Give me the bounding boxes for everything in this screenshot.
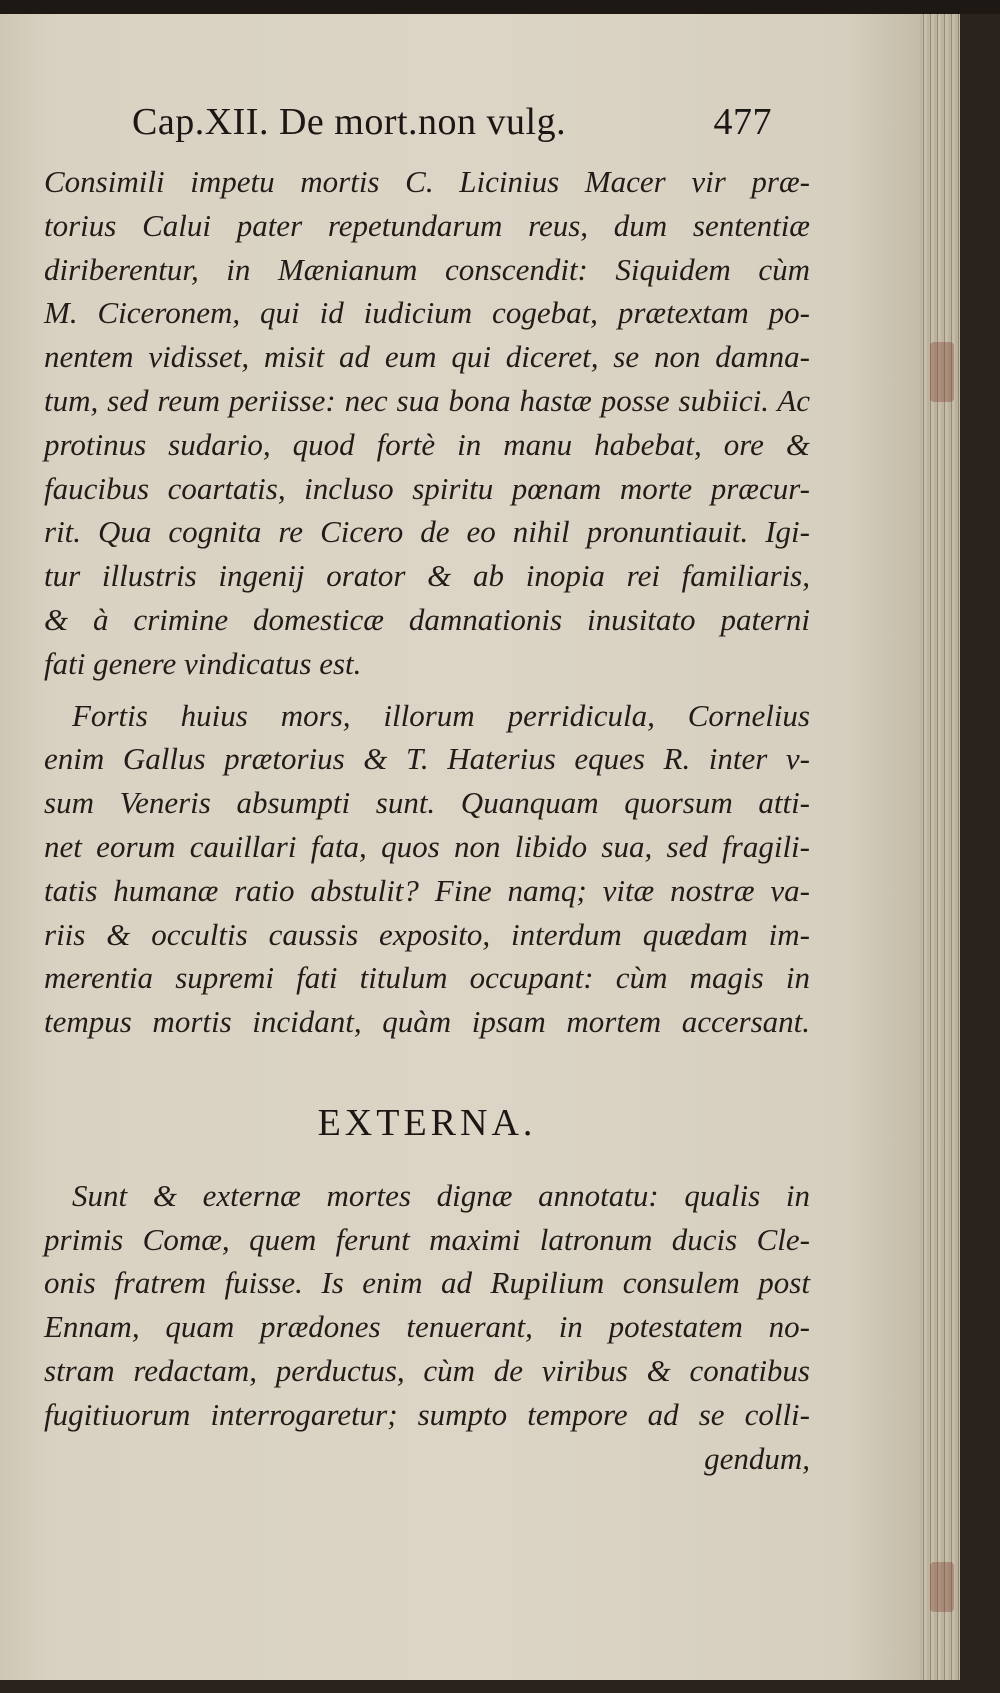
text-line: faucibus coartatis, incluso spiritu pœnam morte præcur-	[44, 470, 810, 506]
text-line: torius Calui pater repetundarum reus, dum sententiæ	[44, 207, 810, 243]
book-page	[0, 12, 960, 1680]
text-line: tatis humanæ ratio abstulit? Fine namq; vitæ nostræ va-	[44, 872, 810, 908]
section-heading: EXTERNA.	[317, 1101, 537, 1144]
text-line: sum Veneris absumpti sunt. Quanquam quorsum atti-	[44, 785, 810, 821]
text-line: fati genere vindicatus est.	[44, 645, 362, 681]
text-line: rit. Qua cognita re Cicero de eo nihil pronuntiauit. Igi-	[44, 514, 810, 550]
text-line: M. Ciceronem, qui id iudicium cogebat, prætextam po-	[44, 295, 810, 331]
text-line: nentem vidisset, misit ad eum qui diceret, se non damna-	[44, 339, 810, 375]
text-line: & à crimine domesticæ damnationis inusitato paterni	[44, 601, 810, 637]
edge-stain	[930, 1562, 954, 1612]
text-line: merentia supremi fati titulum occupant: cùm magis in	[44, 960, 810, 996]
page-number: 477	[713, 101, 772, 143]
page-gutter	[920, 12, 960, 1680]
text-line: stram redactam, perductus, cùm de viribus & conatibus	[44, 1352, 810, 1388]
text-line: Consimili impetu mortis C. Licinius Macer vir præ-	[44, 164, 810, 199]
text-line: tur illustris ingenij orator & ab inopia rei familiaris,	[44, 558, 810, 594]
page-header	[132, 100, 772, 160]
catchword: gendum,	[704, 1440, 810, 1476]
paragraph	[44, 160, 810, 686]
text-line: net eorum cauillari fata, quos non libido sua, sed fragili-	[44, 828, 810, 864]
text-line: Sunt & externæ mortes dignæ annotatu: qualis in	[72, 1177, 810, 1213]
paragraph	[44, 694, 810, 1044]
text-line: Ennam, quam prædones tenuerant, in potestatem no-	[44, 1309, 810, 1345]
edge-stain	[930, 342, 954, 402]
text-line: onis fratrem fuisse. Is enim ad Rupilium consulem post	[44, 1265, 810, 1301]
running-title: Cap.XII. De mort.non vulg.	[132, 101, 567, 143]
page-body	[44, 160, 810, 1480]
text-line: riis & occultis caussis exposito, interdum quædam im-	[44, 916, 810, 952]
text-line: tempus mortis incidant, quàm ipsam mortem accersant.	[44, 1004, 810, 1040]
text-line: diriberentur, in Mænianum conscendit: Siquidem cùm	[44, 251, 810, 287]
text-line: fugitiuorum interrogaretur; sumpto tempore ad se colli-	[44, 1396, 810, 1432]
text-line: tum, sed reum periisse: nec sua bona hastæ posse subiici. Ac	[44, 382, 810, 418]
text-line: protinus sudario, quod fortè in manu habebat, ore &	[44, 426, 810, 462]
text-line: primis Comæ, quem ferunt maximi latronum ducis Cle-	[44, 1221, 810, 1257]
paragraph	[44, 1174, 810, 1481]
text-line: Fortis huius mors, illorum perridicula, Cornelius	[72, 697, 810, 733]
text-line: enim Gallus prætorius & T. Haterius eques R. inter v-	[44, 741, 810, 777]
scan-top-edge	[0, 0, 1000, 14]
